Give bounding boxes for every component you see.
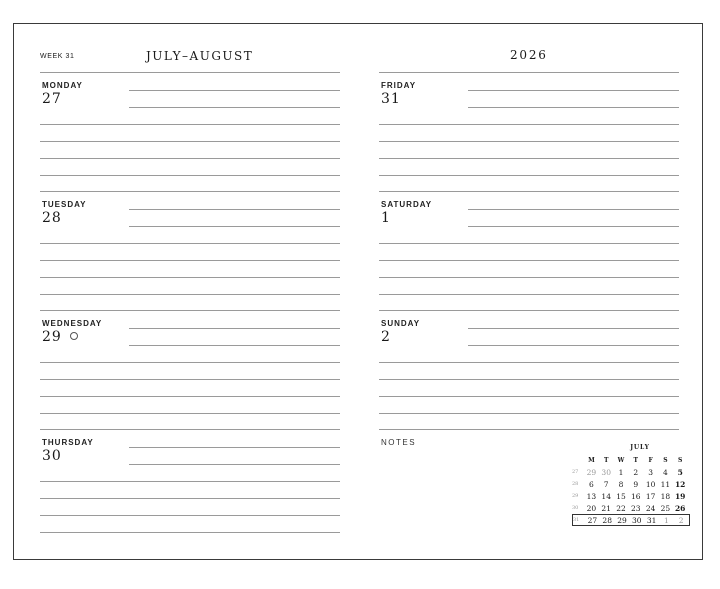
day-number: 2 (381, 329, 391, 345)
calendar-day: 17 (645, 491, 656, 501)
weekday-header: S (678, 456, 683, 464)
calendar-day: 22 (616, 503, 626, 513)
weekday-header: F (648, 456, 653, 464)
day-block-saturday[interactable] (379, 191, 679, 310)
calendar-day: 4 (662, 467, 668, 477)
mini-calendar-header-row (572, 454, 690, 466)
day-name: FRIDAY (381, 81, 417, 90)
writing-line[interactable] (40, 379, 340, 380)
mini-calendar (572, 444, 690, 526)
writing-line[interactable] (468, 107, 679, 108)
week-number: 31 (573, 517, 580, 523)
day-name: TUESDAY (42, 200, 87, 209)
calendar-day: 29 (617, 515, 627, 525)
writing-line[interactable] (40, 362, 340, 363)
writing-line[interactable] (40, 141, 340, 142)
calendar-day: 30 (632, 515, 642, 525)
month-range: JULY–AUGUST (146, 49, 254, 63)
day-name: MONDAY (42, 81, 83, 90)
calendar-day: 10 (645, 479, 656, 489)
writing-line[interactable] (379, 175, 679, 176)
writing-line[interactable] (379, 413, 679, 414)
writing-line[interactable] (40, 481, 340, 482)
calendar-day: 3 (648, 467, 653, 477)
calendar-day: 11 (660, 479, 671, 489)
writing-line[interactable] (40, 532, 340, 533)
calendar-day: 26 (674, 503, 686, 513)
day-block-monday[interactable] (40, 72, 340, 191)
writing-line[interactable] (379, 277, 679, 278)
notes-label: NOTES (381, 438, 417, 447)
calendar-day: 24 (645, 503, 656, 513)
calendar-day: 6 (589, 479, 594, 489)
mini-calendar-week-row (572, 490, 690, 502)
writing-line[interactable] (40, 260, 340, 261)
writing-line[interactable] (40, 124, 340, 125)
calendar-day: 2 (678, 515, 684, 525)
calendar-day: 12 (674, 479, 686, 489)
calendar-day: 13 (586, 491, 597, 501)
calendar-day: 16 (631, 491, 641, 501)
writing-line[interactable] (129, 447, 340, 448)
writing-line[interactable] (379, 158, 679, 159)
calendar-day: 19 (674, 491, 686, 501)
day-block-sunday[interactable] (379, 310, 679, 429)
mini-calendar-current-week (572, 514, 690, 526)
writing-line[interactable] (129, 209, 340, 210)
full-moon-icon (70, 332, 78, 340)
calendar-day: 23 (631, 503, 641, 513)
day-block-thursday[interactable] (40, 429, 340, 548)
mini-calendar-week-row (572, 478, 690, 490)
year-label: 2026 (510, 48, 548, 62)
left-column (40, 72, 340, 548)
writing-line[interactable] (129, 226, 340, 227)
week-number: 29 (572, 493, 579, 499)
calendar-day: 18 (660, 491, 671, 501)
calendar-day: 29 (586, 467, 597, 477)
writing-line[interactable] (379, 396, 679, 397)
calendar-day: 1 (663, 515, 669, 525)
day-block-friday[interactable] (379, 72, 679, 191)
day-number: 28 (42, 210, 62, 226)
writing-line[interactable] (379, 362, 679, 363)
day-number: 1 (381, 210, 391, 226)
day-block-wednesday[interactable] (40, 310, 340, 429)
day-name: SUNDAY (381, 319, 421, 328)
writing-line[interactable] (40, 277, 340, 278)
calendar-day: 28 (602, 515, 612, 525)
mini-calendar-week-row (572, 502, 690, 514)
weekday-header: S (663, 456, 668, 464)
writing-line[interactable] (40, 175, 340, 176)
writing-line[interactable] (379, 294, 679, 295)
writing-line[interactable] (40, 294, 340, 295)
mini-calendar-title: JULY (630, 444, 650, 451)
writing-line[interactable] (40, 498, 340, 499)
week-number: 28 (572, 481, 579, 487)
day-number: 29 (42, 329, 62, 345)
writing-line[interactable] (468, 209, 679, 210)
writing-line[interactable] (468, 90, 679, 91)
writing-line[interactable] (129, 345, 340, 346)
writing-line[interactable] (40, 515, 340, 516)
writing-line[interactable] (40, 413, 340, 414)
day-number-wrap (42, 329, 78, 345)
calendar-day: 9 (633, 479, 639, 489)
calendar-day: 25 (660, 503, 671, 513)
day-number: 27 (42, 91, 62, 107)
day-name: WEDNESDAY (42, 319, 103, 328)
writing-line[interactable] (129, 328, 340, 329)
week-number: 27 (572, 469, 579, 475)
calendar-day: 31 (646, 515, 657, 525)
writing-line[interactable] (379, 141, 679, 142)
day-name: THURSDAY (42, 438, 94, 447)
writing-line[interactable] (129, 90, 340, 91)
weekday-header: T (603, 456, 609, 464)
day-number: 31 (381, 91, 401, 107)
writing-line[interactable] (129, 107, 340, 108)
writing-line[interactable] (468, 328, 679, 329)
writing-line[interactable] (40, 243, 340, 244)
calendar-day: 1 (618, 467, 624, 477)
writing-line[interactable] (129, 464, 340, 465)
writing-line[interactable] (379, 379, 679, 380)
calendar-day: 8 (618, 479, 624, 489)
calendar-day: 14 (601, 491, 611, 501)
calendar-day: 7 (603, 479, 609, 489)
writing-line[interactable] (40, 158, 340, 159)
writing-line[interactable] (468, 345, 679, 346)
day-block-tuesday[interactable] (40, 191, 340, 310)
week-number: WEEK 31 (40, 53, 75, 60)
calendar-day: 5 (677, 467, 683, 477)
planner-page (13, 23, 703, 560)
weekday-header: T (633, 456, 639, 464)
writing-line[interactable] (40, 396, 340, 397)
day-number: 30 (42, 448, 62, 464)
calendar-day: 30 (601, 467, 611, 477)
writing-line[interactable] (379, 243, 679, 244)
calendar-day: 27 (587, 515, 598, 525)
mini-calendar-week-row (572, 466, 690, 478)
calendar-day: 2 (633, 467, 639, 477)
writing-line[interactable] (379, 124, 679, 125)
day-name: SATURDAY (381, 200, 433, 209)
calendar-day: 15 (616, 491, 626, 501)
calendar-day: 21 (601, 503, 611, 513)
calendar-day: 20 (586, 503, 597, 513)
weekday-header: W (617, 456, 625, 464)
week-number: 30 (572, 505, 579, 511)
writing-line[interactable] (468, 226, 679, 227)
writing-line[interactable] (379, 260, 679, 261)
weekday-header: M (588, 456, 595, 464)
